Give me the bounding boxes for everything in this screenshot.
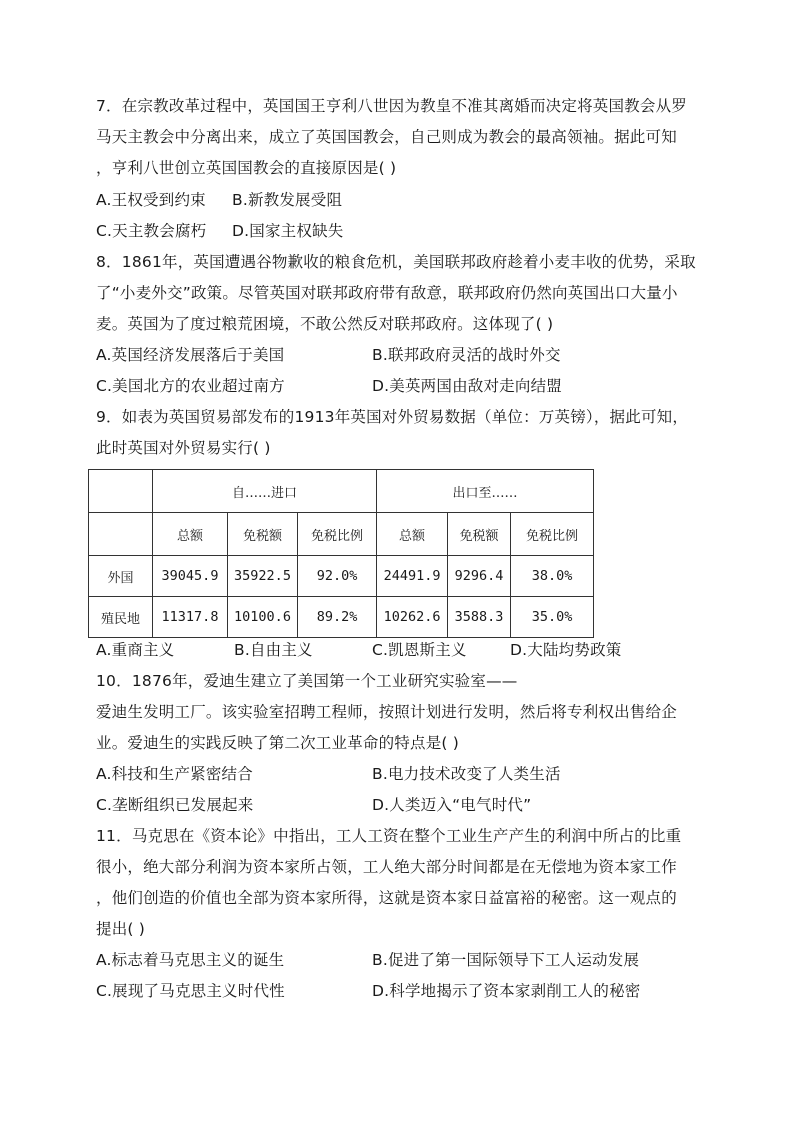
q8-stem-line-3: 麦。英国为了度过粮荒困境，不敢公然反对联邦政府。这体现了( ) (96, 315, 554, 333)
sub-header: 免税额 (228, 513, 298, 556)
q7-option-c[interactable]: C.天主教会腐朽 (96, 222, 207, 240)
q11-stem-line-2: 很小，绝大部分利润为资本家所占领，工人绝大部分时间都是在无偿地为资本家工作 (96, 858, 677, 876)
q10-option-a[interactable]: A.科技和生产紧密结合 (96, 765, 253, 783)
sub-header: 免税比例 (511, 513, 594, 556)
sub-header: 总额 (377, 513, 448, 556)
table-cell: 10262.6 (377, 597, 448, 638)
table-sub-header-row (89, 513, 594, 556)
table-cell: 39045.9 (153, 556, 228, 597)
q8-option-a[interactable]: A.英国经济发展落后于美国 (96, 346, 285, 364)
sub-header: 免税额 (448, 513, 511, 556)
q10-option-b[interactable]: B.电力技术改变了人类生活 (372, 765, 561, 783)
q8-stem-line-2: 了“小麦外交”政策。尽管英国对联邦政府带有敌意，联邦政府仍然向英国出口大量小 (96, 284, 678, 302)
q8-option-c[interactable]: C.美国北方的农业超过南方 (96, 377, 285, 395)
q9-option-a[interactable]: A.重商主义 (96, 641, 175, 659)
export-group-header: 出口至…… (377, 470, 594, 513)
q9-stem-line-2: 此时英国对外贸易实行( ) (96, 439, 271, 457)
table-cell: 35922.5 (228, 556, 298, 597)
trade-data-table (88, 469, 594, 638)
row-label: 殖民地 (89, 597, 153, 638)
sub-header: 免税比例 (298, 513, 377, 556)
q10-stem-line-3: 业。爱迪生的实践反映了第二次工业革命的特点是( ) (96, 734, 460, 752)
q10-stem-line-2: 爱迪生发明工厂。该实验室招聘工程师，按照计划进行发明，然后将专利权出售给企 (96, 703, 677, 721)
q7-stem-line-3: ，亨利八世创立英国国教会的直接原因是( ) (96, 159, 397, 177)
q10-option-d[interactable]: D.人类迈入“电气时代” (372, 796, 532, 814)
q7-stem-line-2: 马天主教会中分离出来，成立了英国国教会，自己则成为教会的最高领袖。据此可知 (96, 128, 677, 146)
q7-option-a[interactable]: A.王权受到约束 (96, 191, 206, 209)
import-group-header: 自……进口 (153, 470, 377, 513)
table-empty-cell (89, 513, 153, 556)
q11-option-a[interactable]: A.标志着马克思主义的诞生 (96, 951, 285, 969)
q11-stem-line-1: 11．马克思在《资本论》中指出，工人工资在整个工业生产产生的利润中所占的比重 (96, 827, 682, 845)
q11-option-d[interactable]: D.科学地揭示了资本家剥削工人的秘密 (372, 982, 641, 1000)
table-cell: 38.0% (511, 556, 594, 597)
q8-stem-line-1: 8．1861年，英国遭遇谷物歉收的粮食危机，美国联邦政府趁着小麦丰收的优势，采取 (96, 253, 696, 271)
table-corner-cell (89, 470, 153, 513)
q10-option-c[interactable]: C.垄断组织已发展起来 (96, 796, 254, 814)
table-cell: 9296.4 (448, 556, 511, 597)
table-cell: 35.0% (511, 597, 594, 638)
q8-option-d[interactable]: D.美英两国由敌对走向结盟 (372, 377, 562, 395)
q7-option-d[interactable]: D.国家主权缺失 (232, 222, 344, 240)
q10-stem-line-1: 10．1876年，爱迪生建立了美国第一个工业研究实验室—— (96, 672, 518, 690)
q9-stem-line-1: 9．如表为英国贸易部发布的1913年英国对外贸易数据（单位：万英镑），据此可知， (96, 408, 689, 426)
q9-option-b[interactable]: B.自由主义 (234, 641, 313, 659)
table-cell: 89.2% (298, 597, 377, 638)
q11-option-b[interactable]: B.促进了第一国际领导下工人运动发展 (372, 951, 640, 969)
table-row (89, 597, 594, 638)
table-cell: 10100.6 (228, 597, 298, 638)
row-label: 外国 (89, 556, 153, 597)
table-group-header-row (89, 470, 594, 513)
sub-header: 总额 (153, 513, 228, 556)
table-row (89, 556, 594, 597)
q7-option-b[interactable]: B.新教发展受阻 (232, 191, 343, 209)
q11-option-c[interactable]: C.展现了马克思主义时代性 (96, 982, 285, 1000)
table-cell: 11317.8 (153, 597, 228, 638)
q11-stem-line-3: ，他们创造的价值也全部为资本家所得，这就是资本家日益富裕的秘密。这一观点的 (96, 889, 677, 907)
q8-option-b[interactable]: B.联邦政府灵活的战时外交 (372, 346, 561, 364)
q9-option-c[interactable]: C.凯恩斯主义 (372, 641, 467, 659)
q7-stem-line-1: 7．在宗教改革过程中，英国国王亨利八世因为教皇不准其离婚而决定将英国教会从罗 (96, 97, 687, 115)
table-cell: 3588.3 (448, 597, 511, 638)
q11-stem-line-4: 提出( ) (96, 920, 146, 938)
table-cell: 24491.9 (377, 556, 448, 597)
q9-option-d[interactable]: D.大陆均势政策 (510, 641, 622, 659)
table-cell: 92.0% (298, 556, 377, 597)
